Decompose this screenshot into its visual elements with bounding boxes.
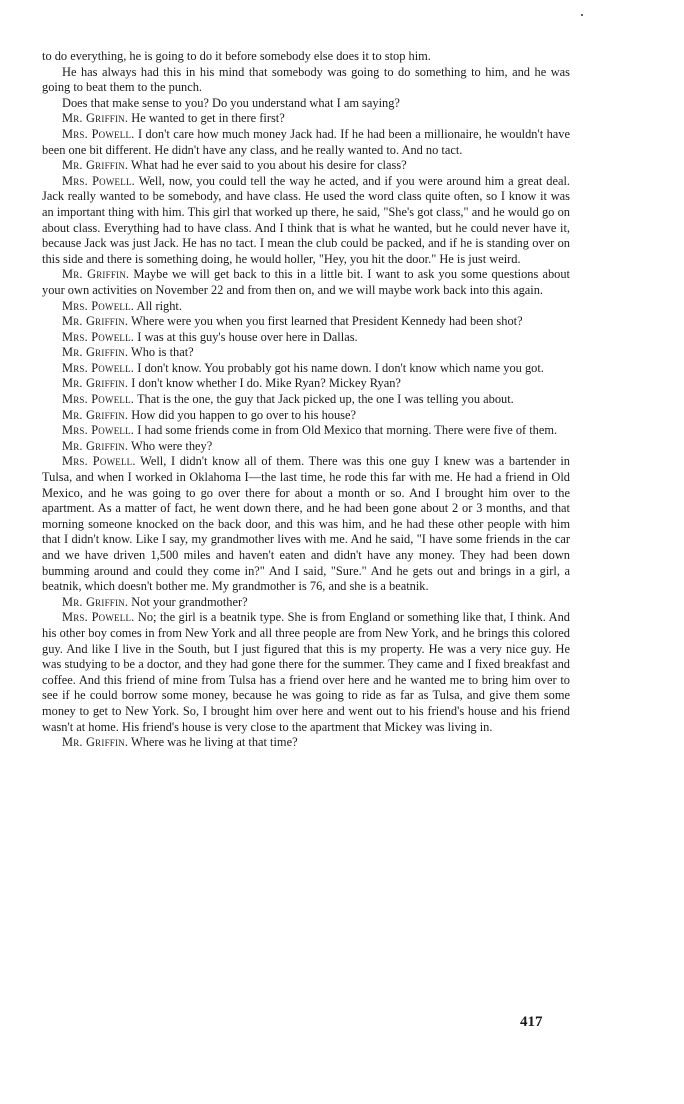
speaker-label: Mr. Griffin.: [62, 345, 129, 360]
paragraph-text: No; the girl is a beatnik type. She is from England or something like that, I think. And his other boy comes in from New York and all three people are from New York, and he brings this colored guy. And like I live in the South, but I just figured that this is my property. He was a very nice guy. He was studying to be a doctor, and they had gone there for the summer. They came and I fixed breakfast and coffee. And this friend of mine from Tulsa has a friend over here and he wanted me to bring him over to see if he could borrow some money, because he was going to ride as far as Tulsa, and give them some money to get to New York. So, I brought him over here and went out to his friend's house and his friend wasn't at home. His friend's house is very close to the apartment that Mickey was living in.: [42, 610, 570, 734]
speaker-label: Mrs. Powell.: [62, 126, 135, 141]
paragraph-text: Who is that?: [131, 345, 194, 360]
paragraph-text: Does that make sense to you? Do you understand what I am saying?: [62, 95, 400, 110]
testimony-paragraph: [42, 299, 570, 315]
speaker-label: Mrs. Powell.: [62, 392, 135, 407]
speaker-label: Mr. Griffin.: [62, 158, 129, 173]
paragraph-text: I don't care how much money Jack had. If he had been a millionaire, he wouldn't have been one bit different. He didn't have any class, and he really wanted to. And no tact.: [42, 126, 570, 157]
speaker-label: Mrs. Powell.: [62, 610, 135, 625]
speaker-label: Mr. Griffin.: [62, 735, 129, 750]
testimony-paragraph: [42, 595, 570, 611]
page-number: 417: [520, 1014, 543, 1030]
paragraph-text: I was at this guy's house over here in Dallas.: [137, 329, 358, 344]
paragraph-text: He wanted to get in there first?: [131, 111, 285, 126]
testimony-paragraph: [42, 111, 570, 127]
speaker-label: Mr. Griffin.: [62, 314, 129, 329]
continuation-paragraph: [42, 65, 570, 96]
testimony-paragraph: [42, 610, 570, 735]
paragraph-text: Where were you when you first learned that President Kennedy had been shot?: [131, 314, 523, 329]
testimony-paragraph: [42, 330, 570, 346]
continuation-paragraph: [42, 96, 570, 112]
speaker-label: Mr. Griffin.: [62, 267, 130, 282]
scan-speck: [581, 14, 583, 16]
paragraph-text: That is the one, the guy that Jack picked up, the one I was telling you about.: [136, 392, 514, 407]
testimony-paragraph: [42, 127, 570, 158]
speaker-label: Mrs. Powell.: [62, 454, 136, 469]
testimony-paragraph: [42, 735, 570, 751]
paragraph-text: Where was he living at that time?: [131, 735, 298, 750]
speaker-label: Mr. Griffin.: [62, 438, 129, 453]
testimony-paragraph: [42, 392, 570, 408]
paragraph-text: Well, I didn't know all of them. There was this one guy I knew was a bartender in Tulsa, and when I worked in Oklahoma I—the last time, he rode this far with me. He had a friend in Old Mexico, and he was going to go over there for about a month or so. And I brought him over to the apartment. As a matter of fact, he went down there, and he had been gone about 2 or 3 months, and that morning someone knocked on the back door, and this was him, and he had these other people with him that I didn't know. Like I say, my grandmother lives with me. And he said, "I have some friends in the car and we have driven 1,500 miles and haven't eaten and didn't have any money. They had been down bumming around and could they come in?" And I said, "Sure." And he gets out and brings in a girl, a beatnik, which doesn't bother me. My grandmother is 76, and she is a beatnik.: [42, 454, 570, 594]
testimony-paragraph: [42, 454, 570, 594]
paragraph-text: Well, now, you could tell the way he acted, and if you were around him a great deal. Jack really wanted to be somebody, and have class. He used the word class quite often, so I know it was an important thing with him. This girl that worked up there, he said, "She's got class," and he would go on about class. Everything had to have class. And I think that is what he wanted, but he could never have it, because Jack was just Jack. He has no tact. I mean the club could be packed, and if he is standing over on this side and there is something doing, he would holler, "Hey, you hit the door." He is just weird.: [42, 173, 570, 266]
testimony-paragraph: [42, 376, 570, 392]
paragraph-text: What had he ever said to you about his desire for class?: [131, 158, 407, 173]
speaker-label: Mr. Griffin.: [62, 407, 129, 422]
speaker-label: Mr. Griffin.: [62, 111, 129, 126]
testimony-paragraph: [42, 314, 570, 330]
testimony-paragraph: [42, 345, 570, 361]
paragraph-text: I had some friends come in from Old Mexico that morning. There were five of them.: [137, 423, 558, 438]
testimony-paragraph: [42, 174, 570, 268]
testimony-paragraph: [42, 423, 570, 439]
paragraph-text: to do everything, he is going to do it before somebody else does it to stop him.: [42, 49, 431, 63]
paragraph-text: I don't know. You probably got his name down. I don't know which name you got.: [137, 360, 544, 375]
speaker-label: Mrs. Powell.: [62, 173, 135, 188]
speaker-label: Mrs. Powell.: [62, 423, 135, 438]
paragraph-text: How did you happen to go over to his house?: [131, 407, 357, 422]
testimony-paragraph: [42, 361, 570, 377]
paragraph-text: Not your grandmother?: [131, 594, 248, 609]
speaker-label: Mrs. Powell.: [62, 298, 135, 313]
transcript-body: [42, 49, 570, 751]
speaker-label: Mr. Griffin.: [62, 376, 129, 391]
speaker-label: Mr. Griffin.: [62, 594, 129, 609]
testimony-paragraph: [42, 439, 570, 455]
paragraph-text: I don't know whether I do. Mike Ryan? Mickey Ryan?: [131, 376, 401, 391]
testimony-paragraph: [42, 158, 570, 174]
speaker-label: Mrs. Powell.: [62, 329, 135, 344]
speaker-label: Mrs. Powell.: [62, 360, 135, 375]
testimony-paragraph: [42, 408, 570, 424]
paragraph-text: All right.: [136, 298, 182, 313]
paragraph-text: He has always had this in his mind that somebody was going to do something to him, and he was going to beat them to the punch.: [42, 64, 570, 95]
continuation-paragraph: [42, 49, 570, 65]
paragraph-text: Maybe we will get back to this in a little bit. I want to ask you some questions about your own activities on November 22 and from then on, and we will maybe work back into this again.: [42, 267, 570, 297]
paragraph-text: Who were they?: [131, 438, 213, 453]
testimony-paragraph: [42, 267, 570, 298]
